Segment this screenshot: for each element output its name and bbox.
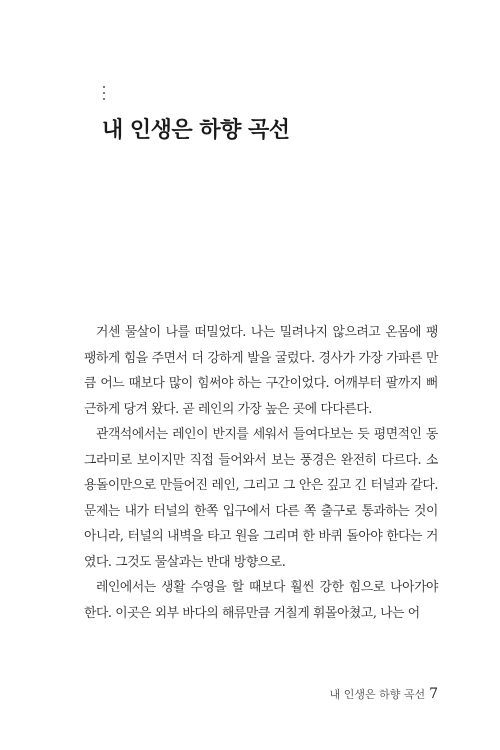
- paragraph: 레인에서는 생활 수영을 할 때보다 훨씬 강한 힘으로 나아가야 한다. 이곳은 외부 바다의 해류만큼 거칠게 휘몰아쳤고, 나는 어: [84, 580, 438, 621]
- page-footer: [330, 686, 438, 702]
- body-text: [84, 320, 438, 626]
- ornament-dot: [103, 98, 105, 100]
- ornament-dot: [103, 86, 105, 88]
- chapter-title: 내 인생은 하향 곡선: [102, 118, 290, 143]
- paragraph: 관객석에서는 레인이 반지를 세워서 들여다보는 듯 평면적인 동그라미로 보이지만 직접 들어와서 보는 풍경은 완전히 다르다. 소용돌이만으로 만들어진 레인, 그리고 그 안은 깊고 긴 터널과 같다. 문제는 내가 터널의 한쪽 입구에서 다른 쪽 출구로 통과하는 것이 아니라, 터널의 내벽을 타고 원을 그리며 한 바퀴 돌아야 한다는 거였다. 그것도 물살과는 반대 방향으로.: [84, 427, 438, 570]
- chapter-ornament-dots: [103, 86, 105, 100]
- paragraph: 거센 물살이 나를 떠밀었다. 나는 밀려나지 않으려고 온몸에 팽팽하게 힘을 주면서 더 강하게 발을 굴렀다. 경사가 가장 가파른 만큼 어느 때보다 많이 힘써야 하는 구간이었다. 어깨부터 팔까지 뻐근하게 당겨 왔다. 곧 레인의 가장 높은 곳에 다다른다.: [84, 325, 438, 417]
- ornament-dot: [103, 92, 105, 94]
- running-title: 내 인생은 하향 곡선: [329, 688, 426, 701]
- page-number: 7: [429, 686, 438, 702]
